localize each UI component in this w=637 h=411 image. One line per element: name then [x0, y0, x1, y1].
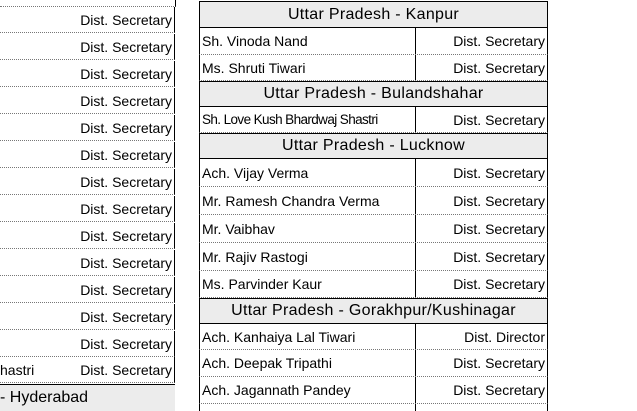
table-row [0, 223, 175, 249]
left-column [0, 0, 175, 411]
name-cell: hastri [0, 361, 35, 378]
name-cell: Ach. Vijay Verma [200, 159, 416, 186]
left-row-partial [0, 0, 176, 7]
table-row [0, 34, 175, 60]
role-cell: Dist. Secretary [453, 248, 545, 265]
section-header: Uttar Pradesh - Kanpur [199, 1, 548, 28]
role-cell: Dist. Secretary [80, 281, 172, 298]
name-cell: Ms. Parvinder Kaur [200, 271, 416, 297]
role-cell: Dist. Secretary [80, 227, 172, 244]
table-row [0, 115, 175, 141]
role-cell: Dist. Secretary [453, 59, 545, 76]
table-row [0, 304, 175, 330]
table-row [0, 277, 175, 303]
role-cell: Dist. Secretary [453, 33, 545, 49]
name-cell: Ach. Jagannath Pandey [200, 377, 416, 403]
table-row [199, 107, 548, 133]
role-cell: Dist. Secretary [80, 119, 172, 136]
name-cell: Mr. Rajiv Rastogi [200, 243, 416, 270]
name-cell: Ach. Deepak Tripathi [200, 350, 416, 376]
role-cell: Dist. Secretary [80, 308, 172, 325]
section-header: - Hyderabad [0, 384, 175, 411]
role-cell: Dist. Secretary [453, 276, 545, 292]
table-row [0, 88, 175, 114]
name-cell: Sh. Love Kush Bhardwaj Shastri [200, 107, 416, 132]
role-cell: Dist. Secretary [80, 200, 172, 217]
table-row [199, 324, 548, 350]
role-cell: Dist. Secretary [453, 382, 545, 398]
table-row [199, 215, 548, 243]
role-cell: Dist. Secretary [80, 11, 172, 28]
name-cell: Ach. Kanhaiya Lal Tiwari [200, 324, 416, 349]
role-cell: Dist. Secretary [80, 361, 172, 378]
role-cell: Dist. Secretary [453, 164, 545, 181]
role-cell: Dist. Secretary [80, 254, 172, 271]
role-cell: Dist. Secretary [80, 173, 172, 190]
table-row [0, 61, 175, 87]
table-row [0, 142, 175, 168]
name-cell: Sh. Vinoda Nand [200, 28, 416, 54]
role-cell: Dist. Secretary [80, 335, 172, 352]
name-cell: Mr. Vaibhav [200, 215, 416, 242]
table-row [0, 331, 175, 357]
name-cell: Ms. Shruti Tiwari [200, 55, 416, 80]
role-cell: Dist. Secretary [453, 192, 545, 209]
table-row [0, 169, 175, 195]
role-cell: Dist. Secretary [80, 38, 172, 55]
right-table [199, 0, 549, 411]
table-row [199, 159, 548, 187]
table-row [0, 357, 175, 383]
role-cell: Dist. Secretary [80, 146, 172, 163]
role-cell: Dist. Secretary [453, 111, 545, 128]
section-header: Uttar Pradesh - Gorakhpur/Kushinagar [199, 298, 548, 324]
role-cell: Dist. Secretary [453, 355, 545, 371]
role-cell: Dist. Secretary [80, 65, 172, 82]
table-row [199, 350, 548, 377]
role-cell: Dist. Director [464, 328, 545, 345]
table-row [199, 271, 548, 298]
table-row [0, 250, 175, 276]
table-row [199, 243, 548, 271]
section-header: Uttar Pradesh - Bulandshahar [199, 81, 548, 107]
table-row [199, 377, 548, 404]
table-row [0, 196, 175, 222]
table-row [0, 7, 175, 33]
section-header: Uttar Pradesh - Lucknow [199, 133, 548, 159]
table-row [199, 187, 548, 215]
table-row [199, 28, 548, 55]
table-row-partial [199, 404, 548, 411]
name-cell: Mr. Ramesh Chandra Verma [200, 187, 416, 214]
role-cell: Dist. Secretary [80, 92, 172, 109]
role-cell: Dist. Secretary [453, 220, 545, 237]
table-row [199, 55, 548, 81]
